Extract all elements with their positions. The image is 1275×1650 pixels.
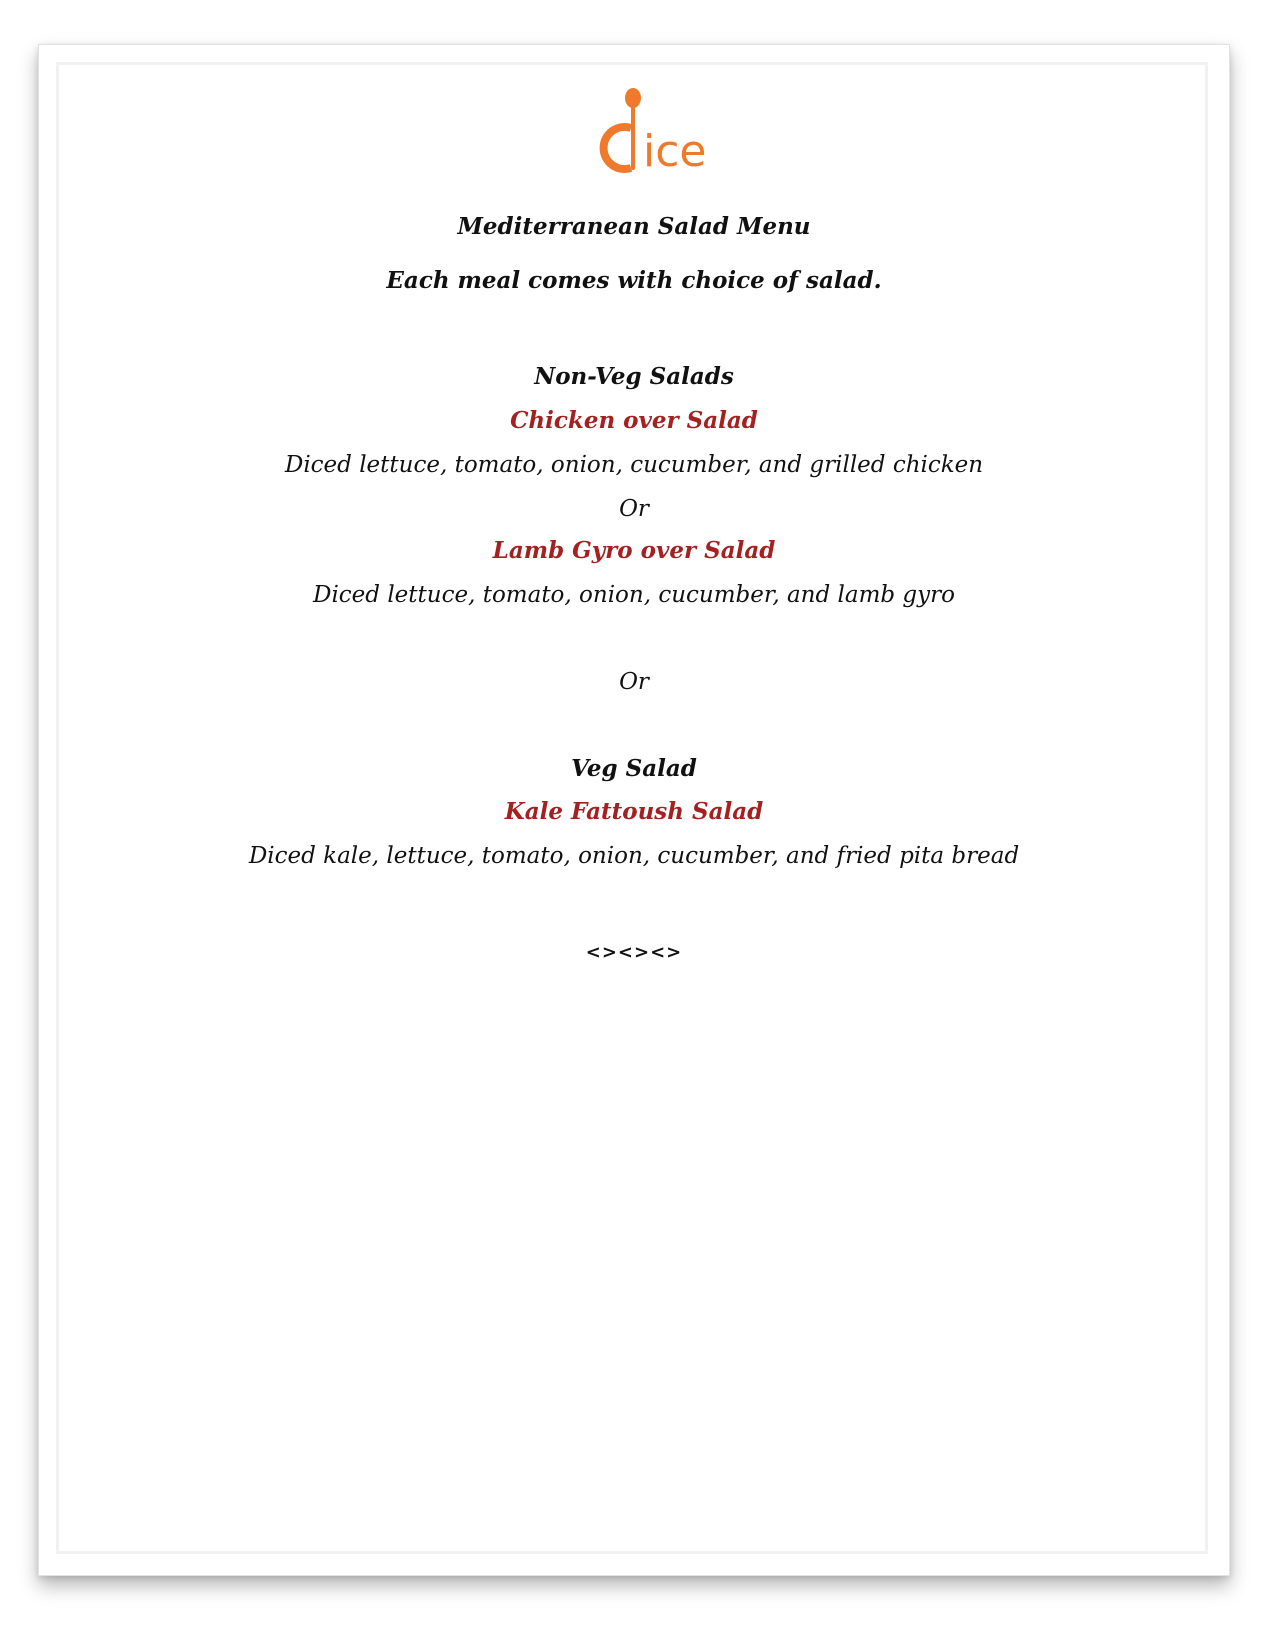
item-name-lamb-gyro: Lamb Gyro over Salad — [492, 537, 776, 564]
logo-word: ice — [643, 126, 707, 177]
dice-logo — [58, 86, 1210, 194]
end-ornament: <><><> — [585, 942, 683, 963]
page-title: Mediterranean Salad Menu — [457, 213, 811, 240]
item-separator: Or — [619, 496, 649, 522]
item-name-kale-fattoush: Kale Fattoush Salad — [504, 798, 764, 825]
spoon-d-logo-icon — [559, 86, 709, 194]
section-separator: Or — [619, 669, 649, 695]
item-description-chicken: Diced lettuce, tomato, onion, cucumber, and grilled chicken — [284, 452, 984, 478]
item-description-kale-fattoush: Diced kale, lettuce, tomato, onion, cucumber, and fried pita bread — [248, 843, 1020, 869]
item-name-chicken: Chicken over Salad — [510, 407, 758, 434]
non-veg-heading: Non-Veg Salads — [534, 363, 734, 390]
veg-heading: Veg Salad — [571, 755, 697, 782]
page-subtitle: Each meal comes with choice of salad. — [386, 267, 882, 294]
item-description-lamb-gyro: Diced lettuce, tomato, onion, cucumber, and lamb gyro — [313, 582, 955, 608]
